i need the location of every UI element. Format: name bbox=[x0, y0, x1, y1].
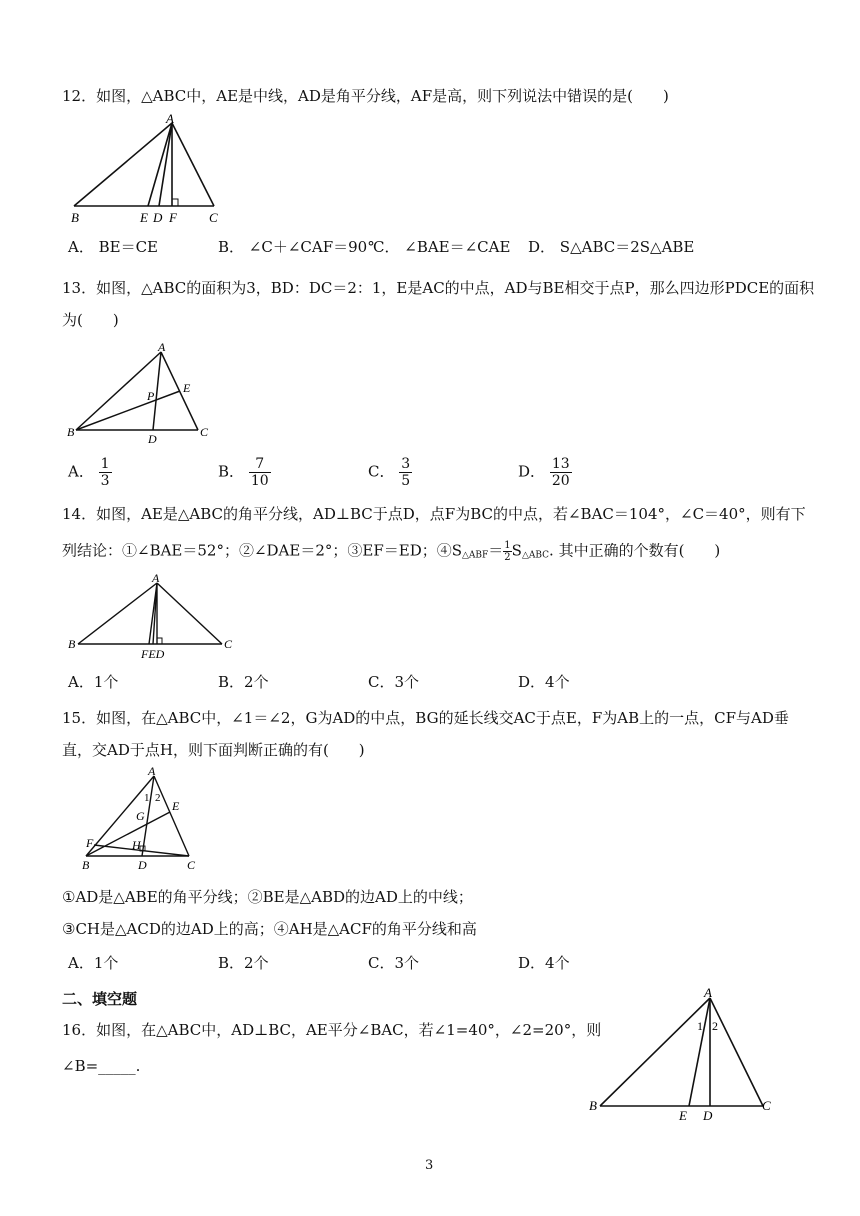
q15-stem-line2: 直，交AD于点H，则下面判断正确的有( ) bbox=[62, 741, 365, 759]
q12-option-c: C． ∠BAE＝∠CAE bbox=[373, 238, 511, 256]
q16-label-a: A bbox=[704, 986, 712, 1000]
q15-label-d: D bbox=[138, 858, 147, 872]
q13-option-d-numerator: 13 bbox=[551, 456, 570, 472]
q15-option-b: B．2个 bbox=[218, 954, 269, 972]
q13-option-b-numerator: 7 bbox=[249, 456, 271, 473]
q13-option-d-label: D． bbox=[518, 462, 546, 481]
q15-stem-line1: 15．如图，在△ABC中，∠1＝∠2，G为AD的中点，BG的延长线交AC于点E，F为AB上的一点，CF与AD垂 bbox=[62, 709, 789, 727]
q13-option-c-fraction bbox=[399, 456, 412, 489]
q16-side-ab bbox=[600, 998, 710, 1106]
q13-label-e: E bbox=[183, 381, 191, 395]
q15-option-a: A．1个 bbox=[68, 954, 119, 972]
q16-side-ac bbox=[710, 998, 763, 1106]
q14-stem-line2 bbox=[62, 540, 720, 566]
q14-label-fed: FED bbox=[141, 647, 165, 661]
q16-bisector-ae bbox=[689, 998, 710, 1106]
q15-segment-cf bbox=[94, 845, 189, 856]
q12-figure bbox=[62, 110, 232, 225]
q13-label-p: P bbox=[147, 389, 155, 403]
q13-option-a-numerator: 1 bbox=[100, 456, 110, 472]
q14-half-fraction bbox=[503, 540, 511, 563]
q13-label-b: B bbox=[67, 425, 75, 439]
q14-label-b: B bbox=[68, 637, 76, 651]
q13-option-a-fraction bbox=[99, 456, 112, 489]
q16-label-d: D bbox=[703, 1108, 713, 1123]
q13-option-a-denominator: 3 bbox=[100, 473, 110, 489]
q15-label-c: C bbox=[187, 858, 196, 872]
q13-label-a: A bbox=[158, 340, 166, 354]
q15-figure bbox=[62, 762, 212, 874]
q12-label-d: D bbox=[153, 210, 163, 225]
q13-option-c-numerator: 3 bbox=[401, 456, 411, 472]
q12-stem: 12．如图，△ABC中，AE是中线，AD是角平分线，AF是高，则下列说法中错误的是( ) bbox=[62, 87, 669, 105]
q15-option-c: C．3个 bbox=[368, 954, 420, 972]
q13-stem-line1: 13．如图，△ABC的面积为3，BD：DC＝2：1，E是AC的中点，AD与BE相交于点P，那么四边形PDCE的面积 bbox=[62, 279, 815, 297]
q14-subscript-abc: △ABC bbox=[521, 550, 550, 561]
q12-bisector-ad bbox=[159, 123, 172, 206]
q15-statements-1-2: ①AD是△ABE的角平分线；②BE是△ABD的边AD上的中线； bbox=[62, 888, 473, 906]
q15-label-angle-1: 1 bbox=[144, 792, 150, 804]
q13-option-c-denominator: 5 bbox=[401, 473, 411, 489]
q14-option-c: C．3个 bbox=[368, 673, 420, 691]
q12-right-angle-mark bbox=[172, 199, 178, 206]
q14-label-a: A bbox=[152, 571, 160, 585]
q12-label-b: B bbox=[71, 210, 79, 225]
q14-stem-part2: . 其中正确的个数有( ) bbox=[549, 541, 721, 560]
q14-equals: ＝ bbox=[488, 541, 504, 560]
q14-half-denominator: 2 bbox=[504, 552, 511, 563]
q15-label-f: F bbox=[86, 836, 94, 850]
q16-label-c: C bbox=[762, 1098, 771, 1113]
q12-option-a: A． BE＝CE bbox=[68, 238, 159, 256]
q13-stem-line2: 为( ) bbox=[62, 311, 119, 329]
q12-label-e: E bbox=[140, 210, 148, 225]
q12-side-ac bbox=[172, 123, 214, 206]
q14-option-d: D．4个 bbox=[518, 673, 570, 691]
q15-label-a: A bbox=[148, 764, 156, 778]
q16-figure bbox=[585, 986, 785, 1126]
q12-median-ae bbox=[148, 123, 172, 206]
q13-option-c bbox=[368, 456, 412, 489]
q15-label-angle-2: 2 bbox=[155, 792, 161, 804]
q14-subscript-abf: △ABF bbox=[462, 550, 489, 561]
q12-option-d: D． S△ABC＝2S△ABE bbox=[528, 238, 695, 256]
q15-label-b: B bbox=[82, 858, 90, 872]
q13-option-a bbox=[68, 456, 112, 489]
q13-segment-be bbox=[76, 391, 180, 430]
q14-right-angle-mark bbox=[157, 638, 162, 644]
q14-side-ac bbox=[157, 583, 222, 644]
q13-option-b-fraction bbox=[249, 456, 271, 489]
q14-option-b: B．2个 bbox=[218, 673, 269, 691]
q15-label-g: G bbox=[136, 809, 145, 823]
q12-label-f: F bbox=[169, 210, 177, 225]
q14-area-s: S bbox=[511, 541, 522, 560]
q13-option-a-label: A． bbox=[68, 462, 94, 481]
q12-label-c: C bbox=[209, 210, 218, 225]
q13-label-d: D bbox=[148, 432, 157, 445]
q15-statements-3-4: ③CH是△ACD的边AD上的高；④AH是△ACF的角平分线和高 bbox=[62, 920, 477, 938]
q13-option-d bbox=[518, 456, 572, 489]
q13-option-d-denominator: 20 bbox=[551, 473, 570, 489]
q15-side-ac bbox=[154, 776, 189, 856]
q13-option-b-denominator: 10 bbox=[250, 473, 269, 489]
section-heading-fill-in: 二、填空题 bbox=[62, 990, 138, 1008]
q16-label-e: E bbox=[679, 1108, 687, 1123]
q13-option-d-fraction bbox=[550, 456, 572, 489]
q16-label-angle-2: 2 bbox=[712, 1019, 718, 1033]
q13-figure bbox=[62, 340, 222, 445]
q14-option-a: A．1个 bbox=[68, 673, 119, 691]
q15-label-h: H bbox=[132, 838, 141, 852]
q16-label-b: B bbox=[589, 1098, 597, 1113]
q15-label-e: E bbox=[172, 799, 180, 813]
q14-figure bbox=[62, 568, 242, 663]
q16-stem-line1: 16．如图，在△ABC中，AD⊥BC，AE平分∠BAC，若∠1=40°，∠2=20°，则 bbox=[62, 1021, 602, 1039]
q14-half-numerator: 1 bbox=[504, 540, 511, 551]
q15-option-d: D．4个 bbox=[518, 954, 570, 972]
q16-stem-line2: ∠B=_____. bbox=[62, 1057, 141, 1075]
q13-option-b-label: B． bbox=[218, 462, 245, 481]
q14-label-c: C bbox=[224, 637, 233, 651]
q14-side-ab bbox=[78, 583, 157, 644]
q13-label-c: C bbox=[200, 425, 209, 439]
q13-option-c-label: C． bbox=[368, 462, 395, 481]
q14-stem-part1: 列结论：①∠BAE＝52°；②∠DAE＝2°；③EF＝ED；④S bbox=[62, 541, 462, 560]
q16-label-angle-1: 1 bbox=[697, 1019, 703, 1033]
q12-option-b: B． ∠C＋∠CAF＝90° bbox=[218, 238, 375, 256]
page-number: 3 bbox=[425, 1158, 434, 1173]
q12-label-a: A bbox=[166, 111, 174, 126]
q13-option-b bbox=[218, 456, 271, 489]
q14-stem-line1: 14．如图，AE是△ABC的角平分线，AD⊥BC于点D，点F为BC的中点，若∠BAC＝104°，∠C＝40°，则有下 bbox=[62, 505, 806, 523]
q12-side-ab bbox=[74, 123, 172, 206]
